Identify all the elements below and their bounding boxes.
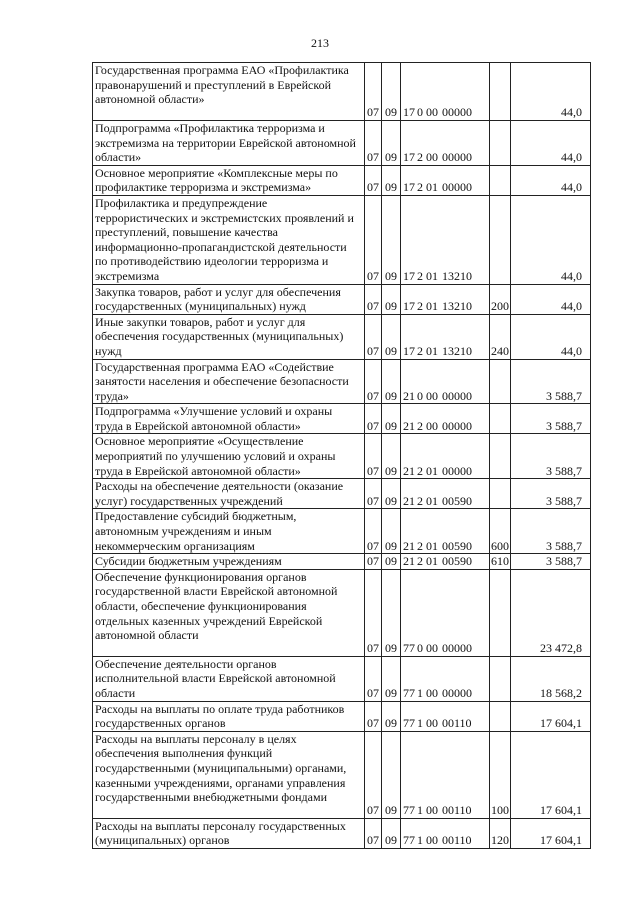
target-article-cell: [401, 165, 490, 195]
row-name-cell: Государственная программа ЕАО «Профилактика правонарушений и преступлений в Еврейской автономной области»: [93, 63, 365, 121]
target-article-part: 21: [403, 418, 415, 433]
section-code-cell: 07: [365, 63, 382, 121]
row-name-cell: Государственная программа ЕАО «Содействие занятости населения и обеспечение безопасности труда»: [93, 359, 365, 404]
target-article-cell: [401, 731, 490, 818]
target-article-part: 21: [403, 493, 415, 508]
target-article-part: 0: [417, 105, 423, 120]
target-article-part: 00: [426, 641, 438, 656]
target-article-cell: [401, 509, 490, 554]
target-article-part: 00: [426, 105, 438, 120]
amount-cell: 3 588,7: [511, 479, 591, 509]
amount-cell: 3 588,7: [511, 404, 591, 434]
row-name-cell: Предоставление субсидий бюджетным, автономным учреждениям и иным некоммерческим организациям: [93, 509, 365, 554]
target-article-part: 77: [403, 803, 415, 818]
subsection-code-cell: 09: [382, 554, 401, 570]
row-name-cell: Обеспечение деятельности органов исполнительной власти Еврейской автономной области: [93, 656, 365, 701]
expense-type-cell: [490, 195, 511, 284]
row-name-cell: Расходы на выплаты персоналу в целях обеспечения выполнения функций государственными (муниципальными) органами, казенными учреждениями, органами управления государственными внебюджетными фондами: [93, 731, 365, 818]
table-row: [93, 656, 591, 701]
target-article-part: 2: [417, 493, 423, 508]
table-row: [93, 554, 591, 570]
subsection-code-cell: 09: [382, 195, 401, 284]
amount-cell: 3 588,7: [511, 554, 591, 570]
table-row: [93, 359, 591, 404]
amount-cell: 44,0: [511, 63, 591, 121]
row-name-cell: Расходы на обеспечение деятельности (оказание услуг) государственных учреждений: [93, 479, 365, 509]
target-article-part: 2: [417, 538, 423, 553]
target-article-part: 1: [417, 716, 423, 731]
subsection-code-cell: 09: [382, 434, 401, 479]
target-article-part: 00000: [442, 388, 472, 403]
target-article-part: 01: [426, 343, 438, 358]
expense-type-cell: [490, 569, 511, 656]
table-row: [93, 165, 591, 195]
target-article-part: 1: [417, 686, 423, 700]
amount-cell: 44,0: [511, 195, 591, 284]
section-code-cell: 07: [365, 314, 382, 359]
target-article-part: 00000: [442, 150, 472, 165]
row-name-cell: Иные закупки товаров, работ и услуг для обеспечения государственных (муниципальных) нужд: [93, 314, 365, 359]
page-number: 213: [311, 36, 329, 50]
expense-type-cell: [490, 479, 511, 509]
subsection-code-cell: 09: [382, 509, 401, 554]
target-article-part: 17: [403, 268, 415, 283]
table-row: [93, 121, 591, 166]
target-article-part: 00000: [442, 105, 472, 120]
table-row: [93, 818, 591, 848]
target-article-part: 00000: [442, 463, 472, 478]
target-article-part: 01: [426, 180, 438, 195]
table-row: [93, 731, 591, 818]
expense-type-cell: 610: [491, 554, 509, 569]
row-name-cell: Закупка товаров, работ и услуг для обеспечения государственных (муниципальных) нужд: [93, 284, 365, 314]
expense-type-cell: 600: [490, 509, 511, 554]
expense-type-cell: 100: [490, 731, 511, 818]
row-name-cell: Профилактика и предупреждение террористических и экстремистских проявлений и преступлений, повышение качества информационно-пропагандистской деятельности по противодействию идеологии терроризма и экстремизма: [93, 195, 365, 284]
target-article-part: 00000: [442, 686, 472, 700]
target-article-part: 17: [403, 180, 415, 195]
expense-type-cell: [490, 121, 511, 166]
section-code-cell: 07: [365, 569, 382, 656]
amount-cell: 3 588,7: [511, 509, 591, 554]
target-article-part: 77: [403, 686, 415, 700]
amount-cell: 44,0: [511, 165, 591, 195]
row-name-cell: Обеспечение функционирования органов государственной власти Еврейской автономной области, обеспечение функционирования отдельных казенных учреждений Еврейской автономной области: [93, 569, 365, 656]
target-article-part: 00000: [442, 418, 472, 433]
table-row: [93, 701, 591, 731]
target-article-cell: [401, 656, 490, 701]
row-name-cell: Основное мероприятие «Комплексные меры по профилактике терроризма и экстремизма»: [93, 165, 365, 195]
amount-cell: 17 604,1: [511, 701, 591, 731]
target-article-part: 01: [426, 493, 438, 508]
expense-type-cell: [490, 701, 511, 731]
subsection-code-cell: 09: [382, 284, 401, 314]
target-article-part: 2: [417, 268, 423, 283]
target-article-part: 17: [403, 150, 415, 165]
target-article-part: 13210: [442, 343, 472, 358]
expense-type-cell: 120: [490, 818, 511, 848]
subsection-code-cell: 09: [382, 479, 401, 509]
target-article-part: 00: [426, 686, 438, 700]
target-article-part: 01: [426, 538, 438, 553]
section-code-cell: 07: [365, 731, 382, 818]
amount-cell: 3 588,7: [511, 359, 591, 404]
target-article-part: 1: [417, 833, 423, 848]
table-row: [93, 284, 591, 314]
section-code-cell: 07: [365, 554, 382, 570]
target-article-part: 2: [417, 299, 423, 314]
section-code-cell: 07: [365, 121, 382, 166]
target-article-cell: [401, 434, 490, 479]
target-article-part: 00590: [442, 554, 472, 569]
section-code-cell: 07: [365, 509, 382, 554]
target-article-cell: [401, 554, 490, 570]
target-article-cell: [401, 818, 490, 848]
target-article-part: 00110: [442, 803, 472, 818]
target-article-part: 77: [403, 716, 415, 731]
section-code-cell: 07: [365, 818, 382, 848]
section-code-cell: 07: [365, 479, 382, 509]
row-name-cell: Основное мероприятие «Осуществление мероприятий по улучшению условий и охраны труда в Еврейской автономной области»: [93, 434, 365, 479]
target-article-part: 0: [417, 388, 423, 403]
section-code-cell: 07: [365, 404, 382, 434]
subsection-code-cell: 09: [382, 314, 401, 359]
target-article-part: 2: [417, 343, 423, 358]
target-article-part: 0: [417, 641, 423, 656]
target-article-part: 2: [417, 180, 423, 195]
target-article-part: 77: [403, 641, 415, 656]
amount-cell: 44,0: [511, 314, 591, 359]
section-code-cell: 07: [365, 434, 382, 479]
section-code-cell: 07: [365, 359, 382, 404]
section-code-cell: 07: [365, 701, 382, 731]
budget-table: [92, 62, 591, 849]
target-article-cell: [401, 314, 490, 359]
target-article-part: 01: [426, 463, 438, 478]
target-article-part: 13210: [442, 299, 472, 314]
target-article-part: 00000: [442, 180, 472, 195]
expense-type-cell: 240: [490, 314, 511, 359]
subsection-code-cell: 09: [382, 404, 401, 434]
target-article-cell: [401, 404, 490, 434]
expense-type-cell: [490, 63, 511, 121]
budget-table-body: [93, 63, 591, 849]
target-article-part: 00590: [442, 538, 472, 553]
amount-cell: 17 604,1: [511, 731, 591, 818]
subsection-code-cell: 09: [382, 63, 401, 121]
subsection-code-cell: 09: [382, 569, 401, 656]
subsection-code-cell: 09: [382, 359, 401, 404]
row-name-cell: Субсидии бюджетным учреждениям: [93, 554, 365, 570]
table-row: [93, 404, 591, 434]
amount-cell: 44,0: [511, 121, 591, 166]
target-article-part: 01: [426, 299, 438, 314]
table-row: [93, 434, 591, 479]
row-name-cell: Подпрограмма «Улучшение условий и охраны труда в Еврейской автономной области»: [93, 404, 365, 434]
amount-cell: 3 588,7: [511, 434, 591, 479]
amount-cell: 44,0: [511, 284, 591, 314]
target-article-part: 2: [417, 418, 423, 433]
target-article-part: 00110: [442, 716, 472, 731]
target-article-cell: [401, 569, 490, 656]
subsection-code-cell: 09: [382, 701, 401, 731]
table-row: [93, 479, 591, 509]
target-article-part: 2: [417, 554, 423, 569]
target-article-part: 00590: [442, 493, 472, 508]
row-name-cell: Расходы на выплаты по оплате труда работников государственных органов: [93, 701, 365, 731]
subsection-code-cell: 09: [382, 818, 401, 848]
amount-cell: 17 604,1: [511, 818, 591, 848]
target-article-part: 00000: [442, 641, 472, 656]
target-article-cell: [401, 284, 490, 314]
expense-type-cell: [490, 165, 511, 195]
target-article-part: 21: [403, 388, 415, 403]
target-article-cell: [401, 195, 490, 284]
amount-cell: 23 472,8: [511, 569, 591, 656]
target-article-part: 17: [403, 343, 415, 358]
target-article-part: 17: [403, 105, 415, 120]
section-code-cell: 07: [365, 284, 382, 314]
expense-type-cell: 200: [490, 284, 511, 314]
target-article-part: 21: [403, 554, 415, 569]
subsection-code-cell: 09: [382, 165, 401, 195]
expense-type-cell: [490, 434, 511, 479]
table-row: [93, 509, 591, 554]
target-article-part: 21: [403, 463, 415, 478]
expense-type-cell: [490, 404, 511, 434]
table-row: [93, 63, 591, 121]
target-article-part: 00: [426, 833, 438, 848]
target-article-part: 01: [426, 554, 438, 569]
target-article-cell: [401, 701, 490, 731]
row-name-cell: Расходы на выплаты персоналу государственных (муниципальных) органов: [93, 818, 365, 848]
target-article-part: 17: [403, 299, 415, 314]
target-article-part: 1: [417, 803, 423, 818]
row-name-cell: Подпрограмма «Профилактика терроризма и экстремизма на территории Еврейской автономной области»: [93, 121, 365, 166]
expense-type-cell: [490, 656, 511, 701]
target-article-cell: [401, 121, 490, 166]
target-article-cell: [401, 359, 490, 404]
target-article-part: 01: [426, 268, 438, 283]
table-row: [93, 195, 591, 284]
target-article-cell: [401, 63, 490, 121]
target-article-part: 13210: [442, 268, 472, 283]
section-code-cell: 07: [365, 656, 382, 701]
subsection-code-cell: 09: [382, 731, 401, 818]
target-article-part: 00: [426, 716, 438, 731]
target-article-part: 00: [426, 388, 438, 403]
target-article-part: 2: [417, 150, 423, 165]
table-row: [93, 314, 591, 359]
target-article-part: 00: [426, 150, 438, 165]
expense-type-cell: [490, 359, 511, 404]
subsection-code-cell: 09: [382, 121, 401, 166]
target-article-part: 00110: [442, 833, 472, 848]
table-row: [93, 569, 591, 656]
target-article-cell: [401, 479, 490, 509]
target-article-part: 2: [417, 463, 423, 478]
target-article-part: 00: [426, 803, 438, 818]
amount-cell: 18 568,2: [511, 656, 591, 701]
subsection-code-cell: 09: [382, 656, 401, 701]
target-article-part: 77: [403, 833, 415, 848]
target-article-part: 21: [403, 538, 415, 553]
section-code-cell: 07: [365, 165, 382, 195]
section-code-cell: 07: [365, 195, 382, 284]
target-article-part: 00: [426, 418, 438, 433]
